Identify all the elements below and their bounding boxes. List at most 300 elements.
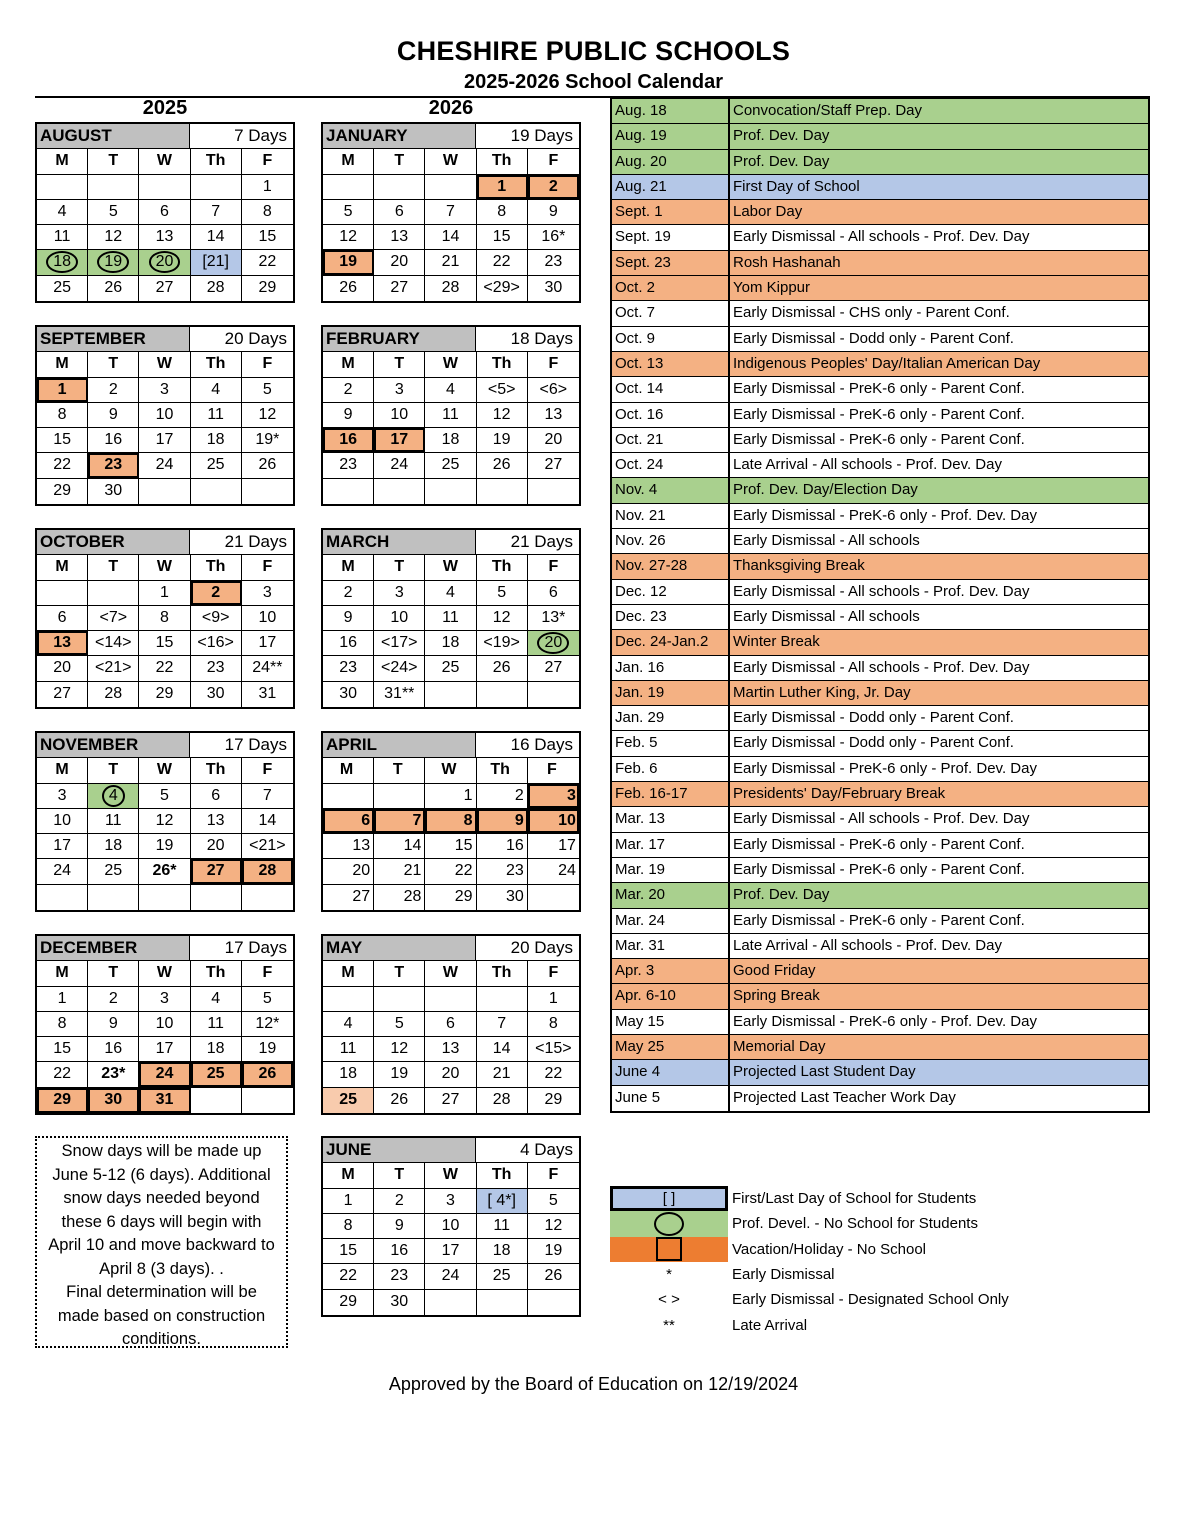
event-row: [612, 731, 1148, 756]
event-row: [612, 757, 1148, 782]
weekday-header: M: [323, 555, 374, 579]
month-school-days: 21 Days: [510, 532, 573, 551]
day-cell: 16: [88, 1037, 139, 1061]
event-description: Early Dismissal - All schools - Prof. Dev. Day: [733, 582, 1030, 600]
week-row: [37, 175, 293, 200]
legend-item: [610, 1237, 1150, 1262]
event-date: Aug. 21: [612, 175, 730, 199]
day-cell: 8: [37, 403, 88, 427]
event-description: Prof. Dev. Day/Election Day: [733, 481, 918, 499]
day-cell: 23*: [88, 1062, 139, 1086]
legend-text: Early Dismissal: [732, 1266, 835, 1284]
day-cell: 30: [477, 885, 528, 910]
day-cell: 21: [425, 250, 476, 274]
day-cell: 11: [88, 809, 139, 833]
event-date: Aug. 20: [612, 150, 730, 174]
day-cell: [88, 175, 139, 199]
day-cell: <7>: [88, 606, 139, 630]
event-row: [612, 984, 1148, 1009]
weekday-header: T: [374, 352, 425, 376]
weekday-header: Th: [477, 758, 528, 782]
day-cell: <17>: [374, 631, 425, 655]
day-cell: 3: [425, 1189, 476, 1213]
event-date: Nov. 27-28: [612, 554, 730, 578]
event-date: Oct. 16: [612, 403, 730, 427]
event-row: [612, 225, 1148, 250]
day-cell: 10: [37, 809, 88, 833]
week-row: [323, 859, 579, 884]
page-title: CHESHIRE PUBLIC SCHOOLS: [396, 36, 791, 66]
event-date: Mar. 24: [612, 909, 730, 933]
week-row: [323, 1214, 579, 1239]
week-row: [37, 606, 293, 631]
day-cell: 22: [425, 859, 476, 883]
event-date: Dec. 24-Jan.2: [612, 630, 730, 654]
week-row: [37, 859, 293, 884]
day-cell: 7: [477, 1012, 528, 1036]
day-cell: 27: [191, 859, 242, 883]
weekday-header: W: [425, 1163, 476, 1187]
square-icon: [656, 1237, 682, 1261]
event-description: Early Dismissal - Dodd only - Parent Conf.: [733, 329, 1014, 347]
event-date: Dec. 23: [612, 605, 730, 629]
day-cell: 7: [191, 200, 242, 224]
weekday-header: M: [323, 1163, 374, 1187]
week-row: [323, 834, 579, 859]
day-cell: [425, 682, 476, 707]
day-cell: 17: [558, 837, 576, 855]
event-date: Mar. 17: [612, 833, 730, 857]
day-cell: 7: [374, 809, 425, 833]
event-date: Apr. 6-10: [612, 984, 730, 1008]
day-cell: 12: [88, 225, 139, 249]
day-cell: 18: [191, 428, 242, 452]
day-cell: 22: [37, 1062, 88, 1086]
weekday-header: Th: [477, 1163, 528, 1187]
day-cell: 18: [425, 428, 476, 452]
event-description: Prof. Dev. Day: [733, 127, 830, 145]
weekday-header: M: [37, 149, 88, 173]
day-cell: 30: [191, 682, 242, 707]
day-cell: 14: [374, 834, 425, 858]
weekday-header: W: [425, 149, 476, 173]
day-cell: <24>: [374, 656, 425, 680]
month-name: MARCH: [323, 530, 476, 554]
event-date: June 5: [612, 1086, 730, 1111]
day-cell: 1: [425, 784, 476, 808]
day-cell: 17: [139, 1037, 190, 1061]
weekday-header: W: [139, 149, 190, 173]
week-row: [323, 200, 579, 225]
day-cell: 3: [139, 987, 190, 1011]
day-cell: 17: [425, 1239, 476, 1263]
month-name: JANUARY: [323, 124, 476, 148]
event-row: [612, 1086, 1148, 1111]
weekday-header: M: [323, 961, 374, 985]
day-cell: 8: [323, 1214, 374, 1238]
day-cell: [242, 885, 293, 910]
day-cell: 18: [191, 1037, 242, 1061]
day-cell: 28: [477, 1088, 528, 1113]
day-cell: 19: [258, 1040, 277, 1058]
weekday-header: F: [548, 355, 559, 373]
day-cell: 27: [323, 885, 374, 910]
week-row: [37, 682, 293, 707]
day-cell: 24: [558, 862, 576, 880]
event-description: Late Arrival - All schools - Prof. Dev. Day: [733, 936, 1002, 954]
day-cell: 5: [139, 784, 190, 808]
event-date: Mar. 31: [612, 934, 730, 958]
weekday-header: W: [425, 352, 476, 376]
day-cell: 26: [258, 456, 277, 474]
event-description: Memorial Day: [733, 1037, 826, 1055]
week-row: [37, 200, 293, 225]
event-description: Martin Luther King, Jr. Day: [733, 683, 911, 701]
day-cell: 15: [323, 1239, 374, 1263]
weekday-header: F: [548, 152, 559, 170]
day-cell: 8: [139, 606, 190, 630]
week-row: [323, 1037, 579, 1062]
day-cell: 14: [191, 225, 242, 249]
day-cell: 8: [477, 200, 528, 224]
day-cell: 27: [374, 276, 425, 301]
day-cell: [191, 1088, 242, 1113]
month-school-days: 4 Days: [520, 1140, 573, 1159]
day-cell: 24: [37, 859, 88, 883]
event-description: Good Friday: [733, 962, 816, 980]
event-date: Nov. 4: [612, 478, 730, 502]
event-description: Projected Last Teacher Work Day: [733, 1088, 956, 1106]
day-cell: 25: [477, 1264, 528, 1288]
day-cell: <21>: [249, 837, 286, 855]
event-description: Yom Kippur: [733, 279, 810, 297]
event-date: Oct. 13: [612, 352, 730, 376]
week-row: [323, 809, 579, 834]
day-cell: 30: [374, 1290, 425, 1315]
oval-icon: [654, 1212, 684, 1236]
day-cell: 16: [374, 1239, 425, 1263]
weekday-header: Th: [477, 352, 528, 376]
weekday-header: Th: [477, 149, 528, 173]
day-cell: 2: [374, 1189, 425, 1213]
event-description: Early Dismissal - PreK-6 only - Prof. Dev. Day: [733, 1012, 1037, 1030]
day-cell: 1: [262, 177, 272, 195]
week-row: [37, 581, 293, 606]
week-row: [37, 428, 293, 453]
week-row: [37, 631, 293, 656]
weekday-header: F: [262, 355, 273, 373]
event-date: Jan. 19: [612, 681, 730, 705]
day-cell: 24: [425, 1264, 476, 1288]
day-cell: 25: [88, 859, 139, 883]
event-row: [612, 327, 1148, 352]
event-date: Feb. 5: [612, 731, 730, 755]
week-row: [37, 1037, 293, 1062]
event-row: [612, 453, 1148, 478]
legend-symbol: < >: [658, 1291, 680, 1309]
day-cell: [528, 631, 579, 655]
legend-item: [610, 1186, 1150, 1211]
month-name: DECEMBER: [37, 936, 190, 960]
day-cell: 29: [544, 1090, 563, 1108]
event-date: Dec. 12: [612, 580, 730, 604]
day-cell: 2: [477, 784, 528, 808]
weekday-header: M: [323, 758, 374, 782]
day-cell: 24: [139, 453, 190, 477]
month-june: [321, 1136, 581, 1317]
event-row: [612, 959, 1148, 984]
day-cell: [323, 987, 374, 1011]
day-cell: 27: [544, 456, 563, 474]
event-description: Projected Last Student Day: [733, 1063, 916, 1081]
month-march: [321, 528, 581, 709]
month-school-days: 18 Days: [510, 329, 573, 348]
day-cell: 16*: [541, 228, 566, 246]
day-number: 20: [537, 632, 569, 654]
day-cell: 18: [88, 834, 139, 858]
week-row: [323, 1239, 579, 1264]
page-subtitle: 2025-2026 School Calendar: [463, 71, 723, 93]
week-row: [37, 276, 293, 301]
day-cell: 29: [139, 682, 190, 707]
day-cell: 13: [374, 225, 425, 249]
day-cell: 19: [544, 1242, 563, 1260]
day-cell: 5: [262, 989, 272, 1007]
snow-note-line: made based on construction: [57, 1306, 266, 1325]
event-date: Sept. 23: [612, 251, 730, 275]
day-cell: [528, 885, 579, 910]
day-cell: 28: [242, 859, 293, 883]
event-row: [612, 934, 1148, 959]
event-row: [612, 150, 1148, 175]
day-cell: 14: [258, 811, 277, 829]
weekday-header: F: [262, 152, 273, 170]
event-description: Spring Break: [733, 987, 820, 1005]
day-cell: 7: [425, 200, 476, 224]
day-cell: <16>: [191, 631, 242, 655]
event-date: May 25: [612, 1035, 730, 1059]
weekday-header: M: [37, 961, 88, 985]
month-october: [35, 528, 295, 709]
year-label-2026: 2026: [428, 97, 474, 119]
event-date: Feb. 16-17: [612, 782, 730, 806]
day-cell: 8: [262, 202, 272, 220]
day-cell: 3: [374, 378, 425, 402]
event-date: Aug. 18: [612, 99, 730, 123]
day-cell: [88, 581, 139, 605]
day-cell: 17: [374, 428, 425, 452]
event-description: Winter Break: [733, 633, 820, 651]
day-cell: 4: [425, 378, 476, 402]
day-cell: 4: [191, 987, 242, 1011]
day-cell: 16: [88, 428, 139, 452]
snow-note-line: June 5-12 (6 days). Additional: [52, 1165, 271, 1184]
day-cell: 7: [262, 786, 272, 804]
event-date: May 15: [612, 1010, 730, 1034]
legend-item: [610, 1262, 1150, 1287]
day-cell: [191, 175, 242, 199]
day-cell: 30: [544, 278, 563, 296]
event-description: Early Dismissal - PreK-6 only - Parent Conf.: [733, 380, 1025, 398]
day-cell: 27: [544, 659, 563, 677]
week-row: [323, 987, 579, 1012]
event-date: Sept. 19: [612, 225, 730, 249]
month-school-days: 19 Days: [510, 126, 573, 145]
month-name: FEBRUARY: [323, 327, 476, 351]
event-row: [612, 99, 1148, 124]
day-cell: 25: [425, 656, 476, 680]
weekday-header: T: [374, 758, 425, 782]
week-row: [323, 885, 579, 910]
day-cell: 25: [37, 276, 88, 301]
weekday-header: M: [37, 555, 88, 579]
day-cell: 12: [477, 606, 528, 630]
week-row: [37, 1062, 293, 1087]
week-row: [323, 581, 579, 606]
day-cell: [88, 784, 139, 808]
day-cell: [88, 250, 139, 274]
day-cell: 27: [139, 276, 190, 301]
event-date: Mar. 19: [612, 858, 730, 882]
day-cell: 13: [191, 809, 242, 833]
day-cell: 10: [374, 606, 425, 630]
weekday-header: T: [374, 555, 425, 579]
event-row: [612, 1010, 1148, 1035]
week-row: [323, 1062, 579, 1087]
day-cell: 23: [88, 453, 139, 477]
day-cell: 3: [139, 378, 190, 402]
day-cell: 3: [374, 581, 425, 605]
day-cell: 14: [425, 225, 476, 249]
weekday-header: Th: [191, 758, 242, 782]
event-row: [612, 580, 1148, 605]
event-description: Thanksgiving Break: [733, 557, 865, 575]
day-cell: [374, 784, 425, 808]
day-cell: 15: [425, 834, 476, 858]
weekday-header: F: [262, 964, 273, 982]
day-cell: [191, 885, 242, 910]
event-row: [612, 276, 1148, 301]
event-row: [612, 782, 1148, 807]
day-cell: 4: [425, 581, 476, 605]
day-cell: 13: [323, 834, 374, 858]
legend-text: Late Arrival: [732, 1316, 808, 1334]
day-cell: 12: [258, 405, 277, 423]
day-cell: [528, 479, 579, 504]
month-name: SEPTEMBER: [37, 327, 190, 351]
day-cell: 5: [374, 1012, 425, 1036]
day-cell: [323, 175, 374, 199]
day-cell: 13: [425, 1037, 476, 1061]
event-description: Rosh Hashanah: [733, 253, 841, 271]
legend-item: [610, 1312, 1150, 1337]
approval-note: Approved by the Board of Education on 12/19/2024: [388, 1374, 799, 1394]
day-cell: [477, 1290, 528, 1315]
week-row: [37, 453, 293, 478]
event-date: Sept. 1: [612, 200, 730, 224]
day-cell: 26: [477, 656, 528, 680]
day-cell: [ 4*]: [477, 1189, 528, 1213]
day-cell: 12: [139, 809, 190, 833]
day-cell: 10: [139, 403, 190, 427]
day-cell: [242, 479, 293, 504]
day-cell: 16: [323, 631, 374, 655]
day-cell: 9: [88, 403, 139, 427]
day-cell: 28: [88, 682, 139, 707]
week-row: [37, 1088, 293, 1113]
day-cell: [139, 175, 190, 199]
event-date: Jan. 16: [612, 656, 730, 680]
week-row: [323, 631, 579, 656]
day-cell: 20: [425, 1062, 476, 1086]
legend: [610, 1186, 1150, 1338]
day-cell: 10: [139, 1012, 190, 1036]
day-cell: 2: [191, 581, 242, 605]
legend-symbol: **: [663, 1316, 675, 1334]
day-cell: [374, 175, 425, 199]
weekday-header: W: [425, 758, 476, 782]
day-cell: 1: [323, 1189, 374, 1213]
weekday-header: Th: [191, 555, 242, 579]
event-description: Early Dismissal - PreK-6 only - Parent Conf.: [733, 835, 1025, 853]
event-row: [612, 706, 1148, 731]
snow-note-line: snow days needed beyond: [63, 1189, 260, 1207]
day-cell: 29: [37, 479, 88, 504]
day-cell: 18: [477, 1239, 528, 1263]
day-cell: 4: [323, 1012, 374, 1036]
snow-day-note: [35, 1136, 288, 1348]
event-row: [612, 656, 1148, 681]
day-cell: 18: [323, 1062, 374, 1086]
event-date: Nov. 21: [612, 504, 730, 528]
week-row: [37, 1012, 293, 1037]
day-cell: 9: [323, 403, 374, 427]
day-cell: 11: [323, 1037, 374, 1061]
event-date: Oct. 14: [612, 377, 730, 401]
snow-note-line: Snow days will be made up: [61, 1142, 262, 1160]
day-cell: [425, 175, 476, 199]
day-cell: <29>: [477, 276, 528, 301]
day-cell: 13: [544, 405, 563, 423]
day-cell: 2: [88, 987, 139, 1011]
event-description: Late Arrival - All schools - Prof. Dev. Day: [733, 456, 1002, 474]
weekday-header: Th: [191, 961, 242, 985]
week-row: [323, 250, 579, 275]
day-cell: 28: [425, 276, 476, 301]
week-row: [323, 403, 579, 428]
day-cell: <5>: [477, 378, 528, 402]
week-row: [323, 1012, 579, 1037]
day-cell: 2: [323, 378, 374, 402]
day-cell: 6: [425, 1012, 476, 1036]
week-row: [323, 1290, 579, 1315]
day-cell: 17: [37, 834, 88, 858]
day-cell: 19: [374, 1062, 425, 1086]
event-row: [612, 301, 1148, 326]
snow-note-line: April 10 and move backward to: [48, 1236, 275, 1254]
day-cell: 8: [37, 1012, 88, 1036]
event-description: Early Dismissal - All schools: [733, 532, 920, 550]
event-description: Early Dismissal - PreK-6 only - Parent Conf.: [733, 860, 1025, 878]
day-cell: 6: [323, 809, 374, 833]
week-row: [37, 403, 293, 428]
week-row: [323, 428, 579, 453]
week-row: [323, 276, 579, 301]
day-number: 4: [102, 785, 125, 807]
event-row: [612, 681, 1148, 706]
day-cell: 16: [323, 428, 374, 452]
day-cell: 23: [191, 656, 242, 680]
